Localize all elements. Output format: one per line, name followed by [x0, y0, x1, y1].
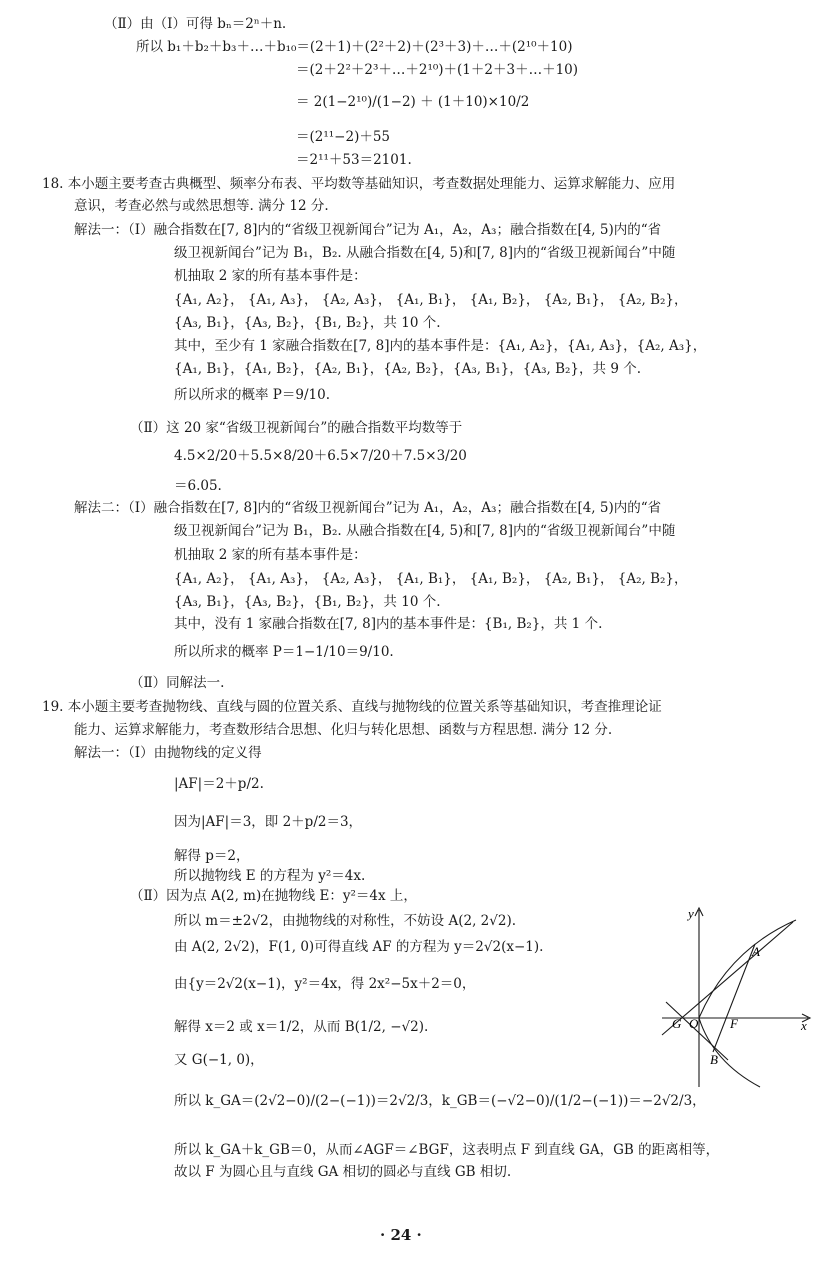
- question-18-heading: 18. 本小题主要考查古典概型、频率分布表、平均数等基础知识，考查数据处理能力、运算求解能力、应用: [42, 176, 676, 192]
- figure-label-G: G: [672, 1016, 682, 1031]
- text-line: （Ⅱ）因为点 A(2, m)在抛物线 E：y²＝4x 上，: [130, 888, 417, 904]
- text-line: 由{y＝2√2(x−1)，y²＝4x，得 2x²−5x＋2＝0，: [174, 976, 476, 992]
- question-19-heading: 19. 本小题主要考查抛物线、直线与圆的位置关系、直线与抛物线的位置关系等基础知识，考查推理论证: [42, 699, 662, 715]
- text-line: 又 G(−1, 0)，: [174, 1052, 264, 1068]
- text-line: 所以 m＝±2√2，由抛物线的对称性，不妨设 A(2, 2√2).: [174, 913, 517, 929]
- text-line: 机抽取 2 家的所有基本事件是：: [174, 268, 367, 284]
- text-line: （Ⅱ）这 20 家“省级卫视新闻台”的融合指数平均数等于: [130, 420, 463, 436]
- text-line: {A₁, A₂}， {A₁, A₃}， {A₂, A₃}， {A₁, B₁}， {A₁, B₂}， {A₂, B₁}， {A₂, B₂}，: [174, 571, 688, 587]
- text-line: ＝(2＋2²＋2³＋…＋2¹⁰)＋(1＋2＋3＋…＋10): [296, 62, 579, 78]
- text-line: 级卫视新闻台”记为 B₁，B₂. 从融合指数在[4, 5)和[7, 8]内的“省级卫视新闻台”中随: [174, 245, 676, 261]
- text-line: {A₁, B₁}，{A₁, B₂}，{A₂, B₁}，{A₂, B₂}，{A₃, B₁}，{A₃, B₂}，共 9 个.: [174, 361, 641, 377]
- text-line: 解得 p＝2，: [174, 848, 250, 864]
- text-line: 所以 b₁＋b₂＋b₃＋…＋b₁₀＝(2＋1)＋(2²＋2)＋(2³＋3)＋…＋(2¹⁰＋10): [136, 39, 573, 55]
- figure-label-y: y: [688, 906, 694, 921]
- text-line: ＝ 2(1−2¹⁰)/(1−2) ＋ (1＋10)×10/2: [296, 94, 530, 110]
- page-number: · 24 ·: [380, 1226, 422, 1244]
- text-line: 所以 k_GA＝(2√2−0)/(2−(−1))＝2√2/3，k_GB＝(−√2−0)/(1/2−(−1))＝−2√2/3，: [174, 1093, 706, 1109]
- figure-label-x: x: [801, 1018, 807, 1033]
- text-line: 因为|AF|＝3，即 2＋p/2＝3，: [174, 814, 363, 830]
- text-line: 所以抛物线 E 的方程为 y²＝4x.: [174, 868, 366, 884]
- figure-label-A: A: [752, 944, 760, 959]
- text-line: {A₃, B₁}，{A₃, B₂}，{B₁, B₂}，共 10 个.: [174, 594, 441, 610]
- text-line: 机抽取 2 家的所有基本事件是：: [174, 547, 367, 563]
- figure-label-O: O: [689, 1016, 699, 1031]
- text-line: |AF|＝2＋p/2.: [174, 776, 264, 792]
- figure-label-F: F: [730, 1016, 738, 1031]
- line-GB: [666, 1002, 728, 1060]
- text-line: 解法二：（Ⅰ）融合指数在[7, 8]内的“省级卫视新闻台”记为 A₁，A₂，A₃；融合指数在[4, 5)内的“省: [74, 500, 662, 516]
- text-line: 故以 F 为圆心且与直线 GA 相切的圆必与直线 GB 相切.: [174, 1164, 512, 1180]
- text-line: 由 A(2, 2√2)，F(1, 0)可得直线 AF 的方程为 y＝2√2(x−1).: [174, 939, 544, 955]
- text-line: 所以所求的概率 P＝9/10.: [174, 387, 330, 403]
- text-line: ＝6.05.: [174, 478, 222, 494]
- parabola-figure: [658, 902, 818, 1092]
- text-line: 意识，考查必然与或然思想等. 满分 12 分.: [74, 198, 329, 214]
- figure-label-B: B: [710, 1052, 718, 1067]
- text-line: {A₃, B₁}，{A₃, B₂}，{B₁, B₂}，共 10 个.: [174, 315, 441, 331]
- text-line: 其中，至少有 1 家融合指数在[7, 8]内的基本事件是：{A₁, A₂}，{A₁, A₃}，{A₂, A₃}，: [174, 338, 707, 354]
- text-line: 所以 k_GA＋k_GB＝0，从而∠AGF＝∠BGF，这表明点 F 到直线 GA，GB 的距离相等，: [174, 1142, 720, 1158]
- text-line: 能力、运算求解能力，考查数形结合思想、化归与转化思想、函数与方程思想. 满分 12 分.: [74, 722, 613, 738]
- text-line: ＝2¹¹＋53＝2101.: [296, 152, 412, 168]
- text-line: （Ⅱ）同解法一.: [130, 675, 225, 691]
- text-line: 级卫视新闻台”记为 B₁，B₂. 从融合指数在[4, 5)和[7, 8]内的“省级卫视新闻台”中随: [174, 523, 676, 539]
- text-line: 所以所求的概率 P＝1−1/10＝9/10.: [174, 644, 394, 660]
- text-line: {A₁, A₂}， {A₁, A₃}， {A₂, A₃}， {A₁, B₁}， {A₁, B₂}， {A₂, B₁}， {A₂, B₂}，: [174, 292, 688, 308]
- text-line: 4.5×2/20＋5.5×8/20＋6.5×7/20＋7.5×3/20: [174, 448, 467, 464]
- text-line: ＝(2¹¹−2)＋55: [296, 129, 391, 145]
- text-line: 解得 x＝2 或 x＝1/2，从而 B(1/2, −√2).: [174, 1019, 429, 1035]
- text-line: 解法一：（Ⅰ）融合指数在[7, 8]内的“省级卫视新闻台”记为 A₁，A₂，A₃；融合指数在[4, 5)内的“省: [74, 222, 662, 238]
- line-AB: [713, 944, 755, 1052]
- text-line: （Ⅱ）由（Ⅰ）可得 bₙ＝2ⁿ＋n.: [104, 16, 287, 32]
- text-line: 解法一：（Ⅰ）由抛物线的定义得: [74, 745, 262, 761]
- text-line: 其中，没有 1 家融合指数在[7, 8]内的基本事件是：{B₁, B₂}，共 1 个.: [174, 616, 603, 632]
